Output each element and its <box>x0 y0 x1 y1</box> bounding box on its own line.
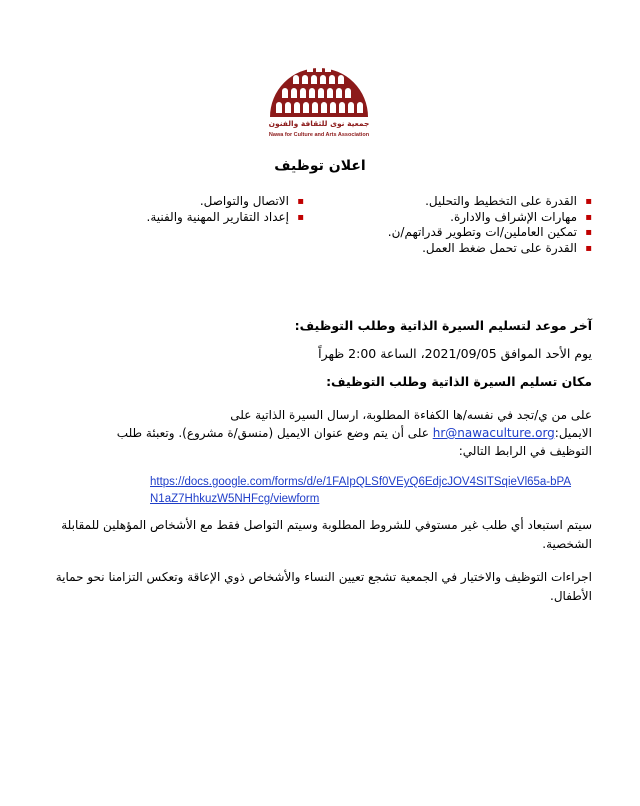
page-title: اعلان توظيف <box>274 158 366 174</box>
place-line-2-rest: على أن يتم وضع عنوان الايميل (منسق/ة مشروع). وتعبئة طلب <box>116 426 433 440</box>
logo-name-english: Nawa for Culture and Arts Association <box>268 132 370 138</box>
place-line-1: على من ي/تجد في نفسه/ها الكفاءة المطلوبة، ارسال السيرة الذاتية على <box>230 408 592 422</box>
skill-item: ▪ تمكين العاملين/ات وتطوير قدراتهم/ن. <box>388 225 592 241</box>
email-label: الايميل: <box>554 426 592 440</box>
association-logo <box>262 53 376 143</box>
place-paragraph <box>47 406 592 460</box>
skill-item: ▪ إعداد التقارير المهنية والفنية. <box>147 210 305 226</box>
email-link[interactable]: hr@nawaculture.org <box>432 426 555 440</box>
deadline-text: يوم الأحد الموافق 2021/09/05، الساعة 2:00 ظهراً <box>318 346 592 361</box>
deadline-heading: آخر موعد لتسليم السيرة الذاتية وطلب التوظيف: <box>294 318 592 333</box>
note-exclusion: سيتم استبعاد أي طلب غير مستوفي للشروط المطلوبة وسيتم التواصل فقط مع الأشخاص المؤهلين للمقابلة الشخصية. <box>61 518 592 551</box>
arches-emblem <box>262 53 376 119</box>
place-heading: مكان تسليم السيرة الذاتية وطلب التوظيف: <box>326 374 592 389</box>
logo-name-arabic: جمعية نوى للثقافة والفنون <box>268 119 370 128</box>
skill-item: ▪ مهارات الإشراف والادارة. <box>388 210 592 226</box>
skill-item: ▪ القدرة على تحمل ضغط العمل. <box>388 241 592 257</box>
note-inclusion: اجراءات التوظيف والاختيار في الجمعية تشجع تعيين النساء والأشخاص ذوي الإعاقة وتعكس التزامنا نحو حماية الأطفال. <box>55 570 592 603</box>
place-line-2 <box>47 424 592 442</box>
skill-item: ▪ الاتصال والتواصل. <box>147 194 305 210</box>
skill-item: ▪ القدرة على التخطيط والتحليل. <box>388 194 592 210</box>
place-line-3: التوظيف في الرابط التالي: <box>458 444 592 458</box>
skills-list-1 <box>388 194 592 256</box>
skills-list-2 <box>147 194 305 225</box>
application-form-link[interactable]: https://docs.google.com/forms/d/e/1FAIpQLSf0VEyQ6EdjcJOV4SITSqieVl65a-bPAN1aZ7HhkuzW5NHFcg/viewform <box>150 476 572 505</box>
